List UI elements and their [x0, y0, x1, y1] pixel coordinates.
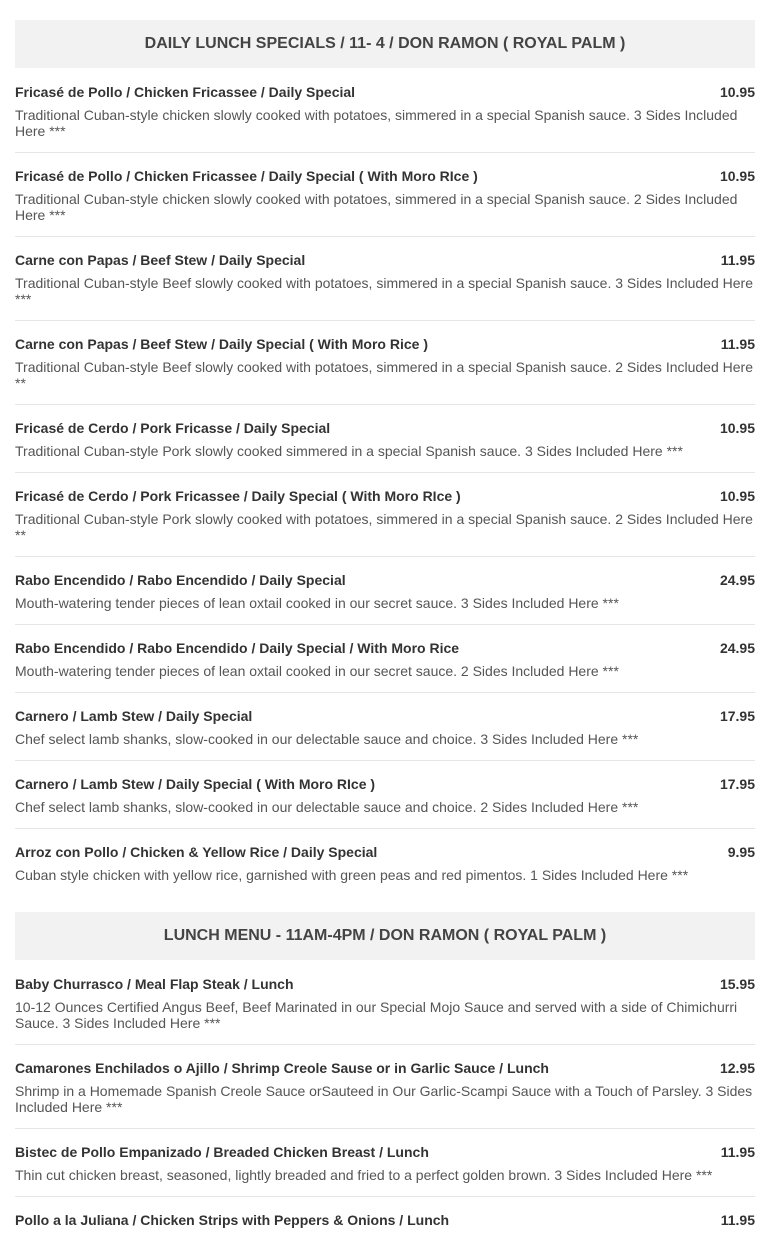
daily-lunch-specials-section: [15, 20, 755, 896]
menu-item[interactable]: [15, 420, 755, 473]
menu-item[interactable]: [15, 1144, 755, 1197]
menu-item[interactable]: [15, 776, 755, 829]
item-description: Shrimp in a Homemade Spanish Creole Sauce orSauteed in Our Garlic-Scampi Sauce with a Touch of Parsley. 3 Sides Included Here ***: [15, 1083, 753, 1115]
menu-item[interactable]: [15, 708, 755, 761]
menu-item[interactable]: [15, 168, 755, 237]
item-description: Thin cut chicken breast, seasoned, lightly breaded and fried to a perfect golden brown. 3 Sides Included Here ***: [15, 1167, 713, 1183]
menu-item[interactable]: [15, 252, 755, 321]
item-description: Traditional Cuban-style Beef slowly cooked with potatoes, simmered in a special Spanish sauce. 2 Sides Included Here **: [15, 359, 753, 391]
item-price: 11.95: [720, 1144, 755, 1160]
menu-item[interactable]: [15, 336, 755, 405]
item-description: Traditional Cuban-style Beef slowly cooked with potatoes, simmered in a special Spanish sauce. 3 Sides Included Here ***: [15, 275, 753, 307]
item-description: 10-12 Ounces Certified Angus Beef, Beef Marinated in our Special Mojo Sauce and served with a side of Chimichurri Sauce. 3 Sides Included Here ***: [15, 999, 738, 1031]
menu-item[interactable]: [15, 640, 755, 693]
item-name: Bistec de Pollo Empanizado / Breaded Chicken Breast / Lunch: [15, 1144, 429, 1160]
item-name: Fricasé de Pollo / Chicken Fricassee / Daily Special: [15, 84, 356, 100]
section-title: DAILY LUNCH SPECIALS / 11- 4 / DON RAMON ( ROYAL PALM ): [15, 20, 755, 68]
item-price: 9.95: [727, 844, 755, 860]
item-price: 10.95: [719, 168, 755, 184]
menu-item[interactable]: [15, 488, 755, 557]
item-description: Chef select lamb shanks, slow-cooked in our delectable sauce and choice. 3 Sides Included Here ***: [15, 731, 639, 747]
menu-item[interactable]: [15, 976, 755, 1045]
item-price: 15.95: [719, 976, 755, 992]
item-description: Traditional Cuban-style chicken slowly cooked with potatoes, simmered in a special Spanish sauce. 2 Sides Included Here ***: [15, 191, 738, 223]
lunch-menu-section: [15, 912, 755, 1242]
item-price: 12.95: [719, 1060, 755, 1076]
menu-item[interactable]: [15, 1060, 755, 1129]
item-name: Arroz con Pollo / Chicken & Yellow Rice / Daily Special: [15, 844, 378, 860]
item-price: 17.95: [719, 776, 755, 792]
menu-item[interactable]: [15, 844, 755, 896]
item-name: Fricasé de Pollo / Chicken Fricassee / Daily Special ( With Moro RIce ): [15, 168, 478, 184]
item-price: 10.95: [719, 84, 755, 100]
item-description: Chef select lamb shanks, slow-cooked in our delectable sauce and choice. 2 Sides Included Here ***: [15, 799, 639, 815]
item-name: Carnero / Lamb Stew / Daily Special: [15, 708, 253, 724]
item-description: Traditional Cuban-style Pork slowly cooked with potatoes, simmered in a special Spanish sauce. 2 Sides Included Here **: [15, 511, 753, 543]
menu-item[interactable]: [15, 572, 755, 625]
item-name: Rabo Encendido / Rabo Encendido / Daily Special: [15, 572, 346, 588]
item-name: Fricasé de Cerdo / Pork Fricasse / Daily Special: [15, 420, 331, 436]
item-name: Fricasé de Cerdo / Pork Fricassee / Daily Special ( With Moro RIce ): [15, 488, 461, 504]
menu-item[interactable]: [15, 84, 755, 153]
menu-item[interactable]: [15, 1212, 755, 1242]
section-title: LUNCH MENU - 11AM-4PM / DON RAMON ( ROYAL PALM ): [15, 912, 755, 960]
item-name: Carnero / Lamb Stew / Daily Special ( With Moro RIce ): [15, 776, 376, 792]
item-price: 11.95: [720, 252, 755, 268]
item-price: 11.95: [720, 1212, 755, 1228]
item-name: Baby Churrasco / Meal Flap Steak / Lunch: [15, 976, 294, 992]
item-price: 11.95: [720, 336, 755, 352]
item-price: 10.95: [719, 420, 755, 436]
item-name: Carne con Papas / Beef Stew / Daily Special ( With Moro Rice ): [15, 336, 428, 352]
item-description: Mouth-watering tender pieces of lean oxtail cooked in our secret sauce. 3 Sides Included Here ***: [15, 595, 619, 611]
item-description: Mouth-watering tender pieces of lean oxtail cooked in our secret sauce. 2 Sides Included Here ***: [15, 663, 619, 679]
item-name: Rabo Encendido / Rabo Encendido / Daily Special / With Moro Rice: [15, 640, 460, 656]
item-price: 24.95: [719, 572, 755, 588]
item-price: 10.95: [719, 488, 755, 504]
item-description: Traditional Cuban-style chicken slowly cooked with potatoes, simmered in a special Spanish sauce. 3 Sides Included Here ***: [15, 107, 738, 139]
item-description: Traditional Cuban-style Pork slowly cooked simmered in a special Spanish sauce. 3 Sides Included Here ***: [15, 443, 683, 459]
item-name: Camarones Enchilados o Ajillo / Shrimp Creole Sause or in Garlic Sauce / Lunch: [15, 1060, 549, 1076]
item-price: 24.95: [719, 640, 755, 656]
item-price: 17.95: [719, 708, 755, 724]
item-name: Carne con Papas / Beef Stew / Daily Special: [15, 252, 306, 268]
item-name: Pollo a la Juliana / Chicken Strips with Peppers & Onions / Lunch: [15, 1212, 450, 1228]
item-description: Cuban style chicken with yellow rice, garnished with green peas and red pimentos. 1 Sides Included Here ***: [15, 867, 689, 883]
